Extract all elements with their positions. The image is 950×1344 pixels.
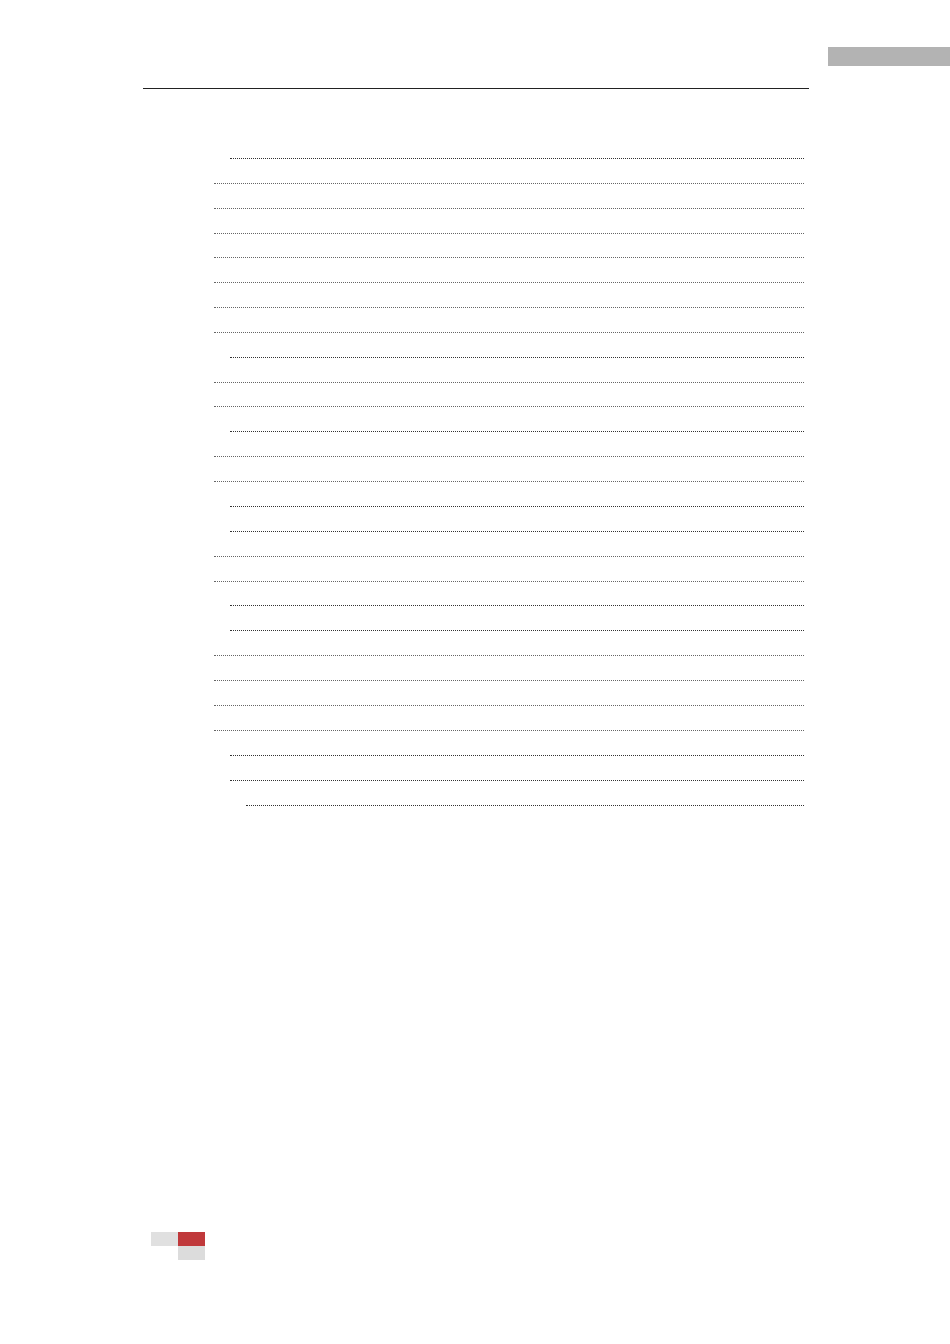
- toc-dot-leader: [214, 481, 804, 482]
- toc-dot-leader: [230, 431, 804, 432]
- footer-block-lightgray: [178, 1246, 205, 1260]
- toc-dot-leader: [246, 805, 804, 806]
- footer-block-red: [178, 1232, 205, 1246]
- toc-chapter-entry[interactable]: [144, 510, 806, 536]
- toc-dot-leader: [230, 158, 804, 159]
- toc-dot-leader: [230, 531, 804, 532]
- toc-dot-leader: [230, 357, 804, 358]
- toc-dot-leader: [230, 630, 804, 631]
- toc-dot-leader: [214, 307, 804, 308]
- toc-chapter-entry[interactable]: [144, 759, 806, 785]
- toc-dot-leader: [214, 655, 804, 656]
- toc-dot-leader: [214, 233, 804, 234]
- toc-chapter-entry[interactable]: [144, 535, 806, 561]
- toc-dot-leader: [214, 705, 804, 706]
- toc-dot-leader: [214, 208, 804, 209]
- toc-dot-leader: [230, 755, 804, 756]
- toc-chapter-entry[interactable]: [144, 634, 806, 660]
- footer-block-gray: [151, 1232, 178, 1246]
- toc-chapter-entry[interactable]: [144, 609, 806, 635]
- toc-dot-leader: [214, 382, 804, 383]
- toc-chapter-entry[interactable]: [144, 809, 806, 835]
- toc-dot-leader: [214, 332, 804, 333]
- header-divider: [143, 88, 809, 89]
- page-number-tab: [828, 47, 950, 66]
- toc-dot-leader: [214, 556, 804, 557]
- toc-dot-leader: [214, 183, 804, 184]
- toc-dot-leader: [214, 406, 804, 407]
- toc-chapter-entry[interactable]: [144, 361, 806, 387]
- toc-dot-leader: [214, 282, 804, 283]
- toc-dot-leader: [230, 506, 804, 507]
- toc-chapter-entry[interactable]: [144, 435, 806, 461]
- toc-dot-leader: [230, 605, 804, 606]
- toc-dot-leader: [214, 456, 804, 457]
- toc-chapter-entry[interactable]: [144, 162, 806, 188]
- toc-dot-leader: [214, 257, 804, 258]
- toc-dot-leader: [230, 780, 804, 781]
- toc-dot-leader: [214, 581, 804, 582]
- toc-dot-leader: [214, 680, 804, 681]
- toc-dot-leader: [214, 730, 804, 731]
- toc-chapter-entry[interactable]: [144, 784, 806, 810]
